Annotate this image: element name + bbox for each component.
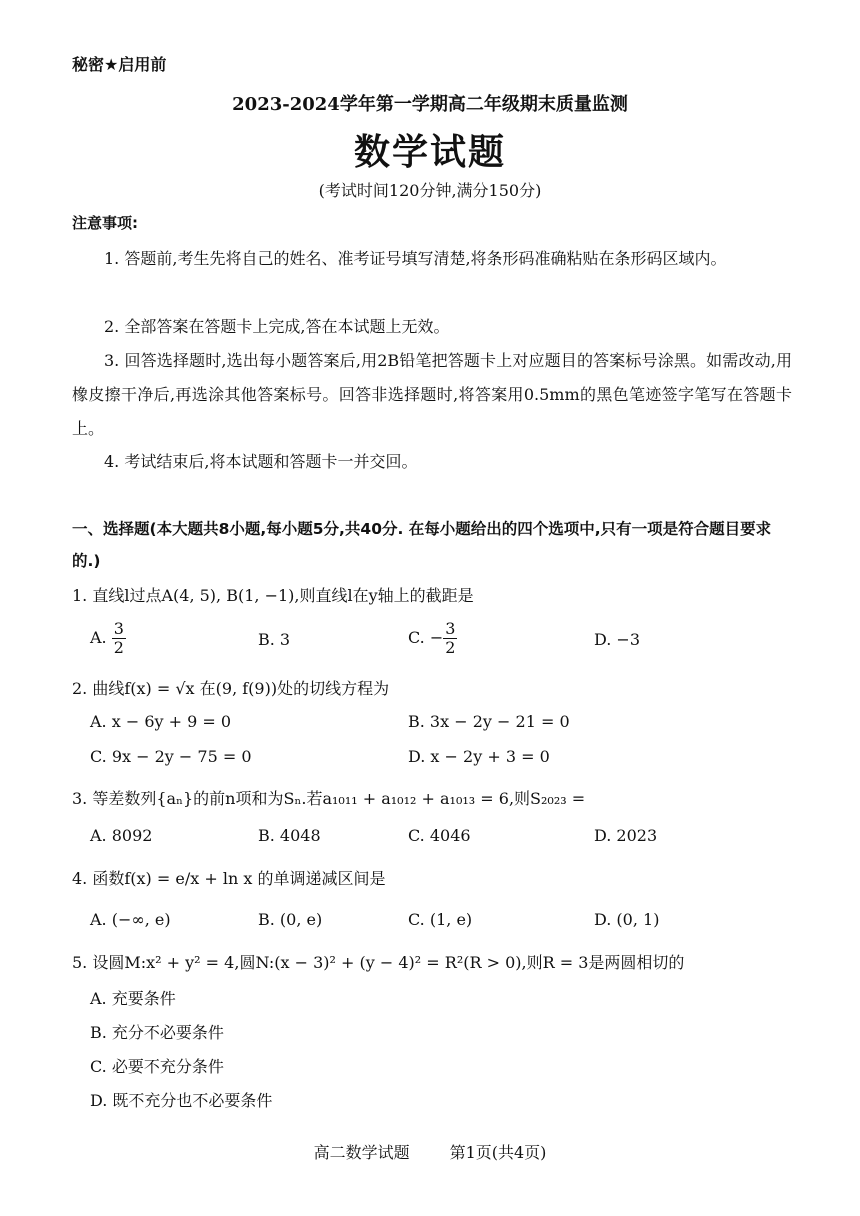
option-d: D. 2023 (594, 826, 658, 845)
question-stem: 3. 等差数列{aₙ}的前n项和为Sₙ.若a₁₀₁₁ + a₁₀₁₂ + a₁₀₁₃ = 6,则S₂₀₂₃ = (72, 789, 586, 808)
exam-title: 2023-2024学年第一学期高二年级期末质量监测 (232, 94, 628, 115)
option-d: D. 既不充分也不必要条件 (90, 1091, 273, 1110)
exam-duration-note: (考试时间120分钟,满分150分) (318, 181, 542, 200)
notice-item: 1. 答题前,考生先将自己的姓名、准考证号填写清楚,将条形码准确粘贴在条形码区域内。 (104, 249, 727, 268)
option-b: B. 3x − 2y − 21 = 0 (408, 712, 570, 731)
option-d: D. x − 2y + 3 = 0 (408, 747, 550, 766)
option-d: D. −3 (594, 630, 641, 649)
page-title: 数学试题 (353, 131, 506, 173)
option-b: B. (0, e) (258, 910, 323, 929)
option-c: C. 必要不充分条件 (90, 1057, 224, 1076)
question-stem: 4. 函数f(x) = e/x + ln x 的单调递减区间是 (72, 869, 386, 888)
footer-page-number: 第1页(共4页) (449, 1143, 547, 1162)
notice-item: 4. 考试结束后,将本试题和答题卡一并交回。 (104, 452, 418, 471)
notice-item: 2. 全部答案在答题卡上完成,答在本试题上无效。 (104, 317, 450, 336)
option-c: C. 9x − 2y − 75 = 0 (90, 747, 252, 766)
option-b: B. 3 (258, 630, 291, 649)
option-a: A. $\frac{3}{2}$ (90, 619, 124, 657)
secret-label: 秘密★启用前 (72, 55, 167, 74)
notice-heading: 注意事项: (72, 214, 138, 232)
option-a: A. 8092 (90, 826, 153, 845)
option-c: C. (1, e) (408, 910, 473, 929)
option-a: A. 充要条件 (90, 989, 176, 1008)
question-stem: 5. 设圆M:x² + y² = 4,圆N:(x − 3)² + (y − 4)² = R²(R > 0),则R = 3是两圆相切的 (72, 953, 685, 972)
page-footer (0, 1140, 860, 1163)
section-heading: 一、选择题(本大题共8小题,每小题5分,共40分. 在每小题给出的四个选项中,只有一项是符合题目要求的.) (72, 520, 772, 570)
option-c: C. − $\frac{3}{2}$ (408, 619, 456, 657)
option-c: C. 4046 (408, 826, 471, 845)
option-a: A. (−∞, e) (90, 910, 171, 929)
option-b: B. 充分不必要条件 (90, 1023, 224, 1042)
option-a: A. x − 6y + 9 = 0 (90, 712, 232, 731)
question-stem: 1. 直线l过点A(4, 5), B(1, −1),则直线l在y轴上的截距是 (72, 586, 474, 605)
option-d: D. (0, 1) (594, 910, 660, 929)
notice-item: 3. 回答选择题时,选出每小题答案后,用2B铅笔把答题卡上对应题目的答案标号涂黑。如需改动,用橡皮擦干净后,再选涂其他答案标号。回答非选择题时,将答案用0.5mm的黑色笔迹签字笔写在答题卡上。 (72, 351, 792, 438)
option-b: B. 4048 (258, 826, 321, 845)
footer-subject: 高二数学试题 (313, 1143, 410, 1162)
question-stem: 2. 曲线f(x) = √x 在(9, f(9))处的切线方程为 (72, 679, 390, 698)
